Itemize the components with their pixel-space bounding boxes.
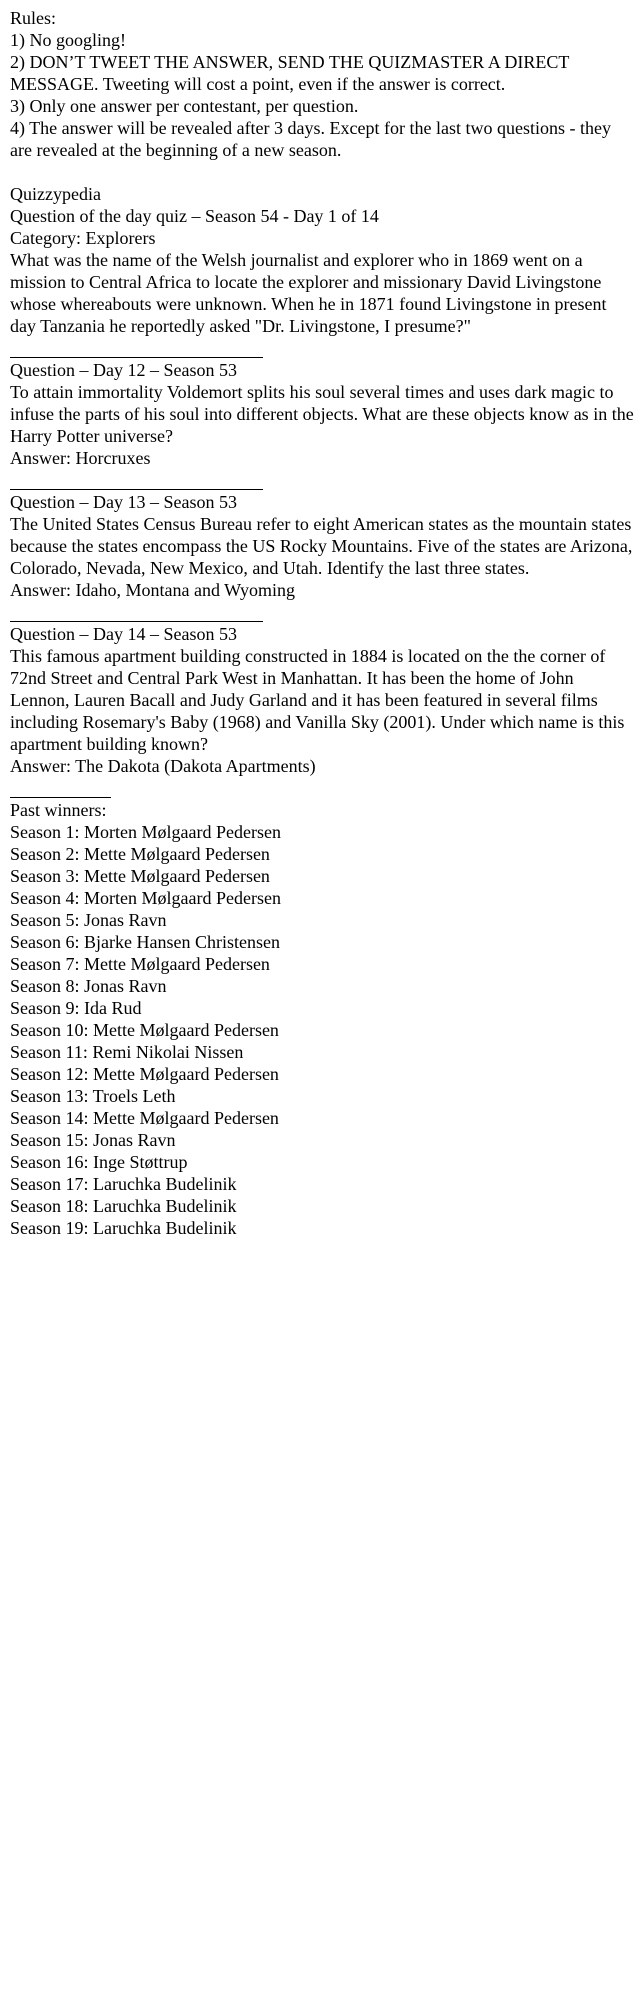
question-heading: Question – Day 12 – Season 53 xyxy=(10,360,237,380)
winner-item: Season 14: Mette Mølgaard Pedersen xyxy=(10,1108,279,1128)
rule-item: 4) The answer will be revealed after 3 days. Except for the last two questions - they are revealed at the beginning of a new season. xyxy=(10,118,611,160)
divider xyxy=(10,601,635,623)
winner-item: Season 3: Mette Mølgaard Pedersen xyxy=(10,866,270,886)
quiz-question: What was the name of the Welsh journalist and explorer who in 1869 went on a mission to Central Africa to locate the explorer and missionary David Livingstone whose whereabouts were unknown. When he in 1871 found Livingstone in present day Tanzania he reportedly asked "Dr. Livingstone, I presume?" xyxy=(10,250,607,336)
winner-item: Season 4: Morten Mølgaard Pedersen xyxy=(10,888,281,908)
winner-item: Season 11: Remi Nikolai Nissen xyxy=(10,1042,244,1062)
winner-item: Season 7: Mette Mølgaard Pedersen xyxy=(10,954,270,974)
previous-question-day-12 xyxy=(10,359,635,469)
question-answer: Answer: Idaho, Montana and Wyoming xyxy=(10,580,296,600)
winner-item: Season 9: Ida Rud xyxy=(10,998,142,1018)
rule-item: 3) Only one answer per contestant, per question. xyxy=(10,96,359,116)
winner-item: Season 6: Bjarke Hansen Christensen xyxy=(10,932,280,952)
past-winners-heading: Past winners: xyxy=(10,800,107,820)
spacer xyxy=(10,161,635,183)
question-text: The United States Census Bureau refer to eight American states as the mountain states because the states encompass the US Rocky Mountains. Five of the states are Arizona, Colorado, Nevada, New Mexico, and Utah. Identify the last three states. xyxy=(10,514,633,578)
winner-item: Season 17: Laruchka Budelinik xyxy=(10,1174,237,1194)
rules-section xyxy=(10,7,635,161)
divider xyxy=(10,469,635,491)
winner-item: Season 18: Laruchka Budelinik xyxy=(10,1196,237,1216)
previous-question-day-13 xyxy=(10,491,635,601)
question-answer: Answer: Horcruxes xyxy=(10,448,151,468)
rule-item: 2) DON’T TWEET THE ANSWER, SEND THE QUIZMASTER A DIRECT MESSAGE. Tweeting will cost a point, even if the answer is correct. xyxy=(10,52,569,94)
question-text: This famous apartment building constructed in 1884 is located on the the corner of 72nd Street and Central Park West in Manhattan. It has been the home of John Lennon, Lauren Bacall and Judy Garland and it has been featured in several films including Rosemary's Baby (1968) and Vanilla Sky (2001). Under which name is this apartment building known? xyxy=(10,646,625,754)
winner-item: Season 2: Mette Mølgaard Pedersen xyxy=(10,844,270,864)
winner-item: Season 5: Jonas Ravn xyxy=(10,910,167,930)
winner-item: Season 19: Laruchka Budelinik xyxy=(10,1218,237,1238)
quiz-category: Category: Explorers xyxy=(10,228,156,248)
question-text: To attain immortality Voldemort splits his soul several times and uses dark magic to infuse the parts of his soul into different objects. What are these objects know as in the Harry Potter universe? xyxy=(10,382,634,446)
quiz-page xyxy=(10,7,635,1238)
winner-item: Season 8: Jonas Ravn xyxy=(10,976,167,996)
quiz-title: Question of the day quiz – Season 54 - Day 1 of 14 xyxy=(10,206,379,226)
past-winners-section xyxy=(10,799,635,1238)
winner-item: Season 15: Jonas Ravn xyxy=(10,1130,176,1150)
winner-item: Season 13: Troels Leth xyxy=(10,1086,176,1106)
question-heading: Question – Day 13 – Season 53 xyxy=(10,492,237,512)
previous-question-day-14 xyxy=(10,623,635,777)
rule-item: 1) No googling! xyxy=(10,30,126,50)
rules-heading: Rules: xyxy=(10,8,57,28)
winner-item: Season 1: Morten Mølgaard Pedersen xyxy=(10,822,281,842)
winner-item: Season 12: Mette Mølgaard Pedersen xyxy=(10,1064,279,1084)
site-name: Quizzypedia xyxy=(10,184,101,204)
divider xyxy=(10,777,635,799)
question-answer: Answer: The Dakota (Dakota Apartments) xyxy=(10,756,316,776)
current-question-section xyxy=(10,183,635,337)
winner-item: Season 16: Inge Støttrup xyxy=(10,1152,188,1172)
winner-item: Season 10: Mette Mølgaard Pedersen xyxy=(10,1020,279,1040)
divider xyxy=(10,337,635,359)
question-heading: Question – Day 14 – Season 53 xyxy=(10,624,237,644)
